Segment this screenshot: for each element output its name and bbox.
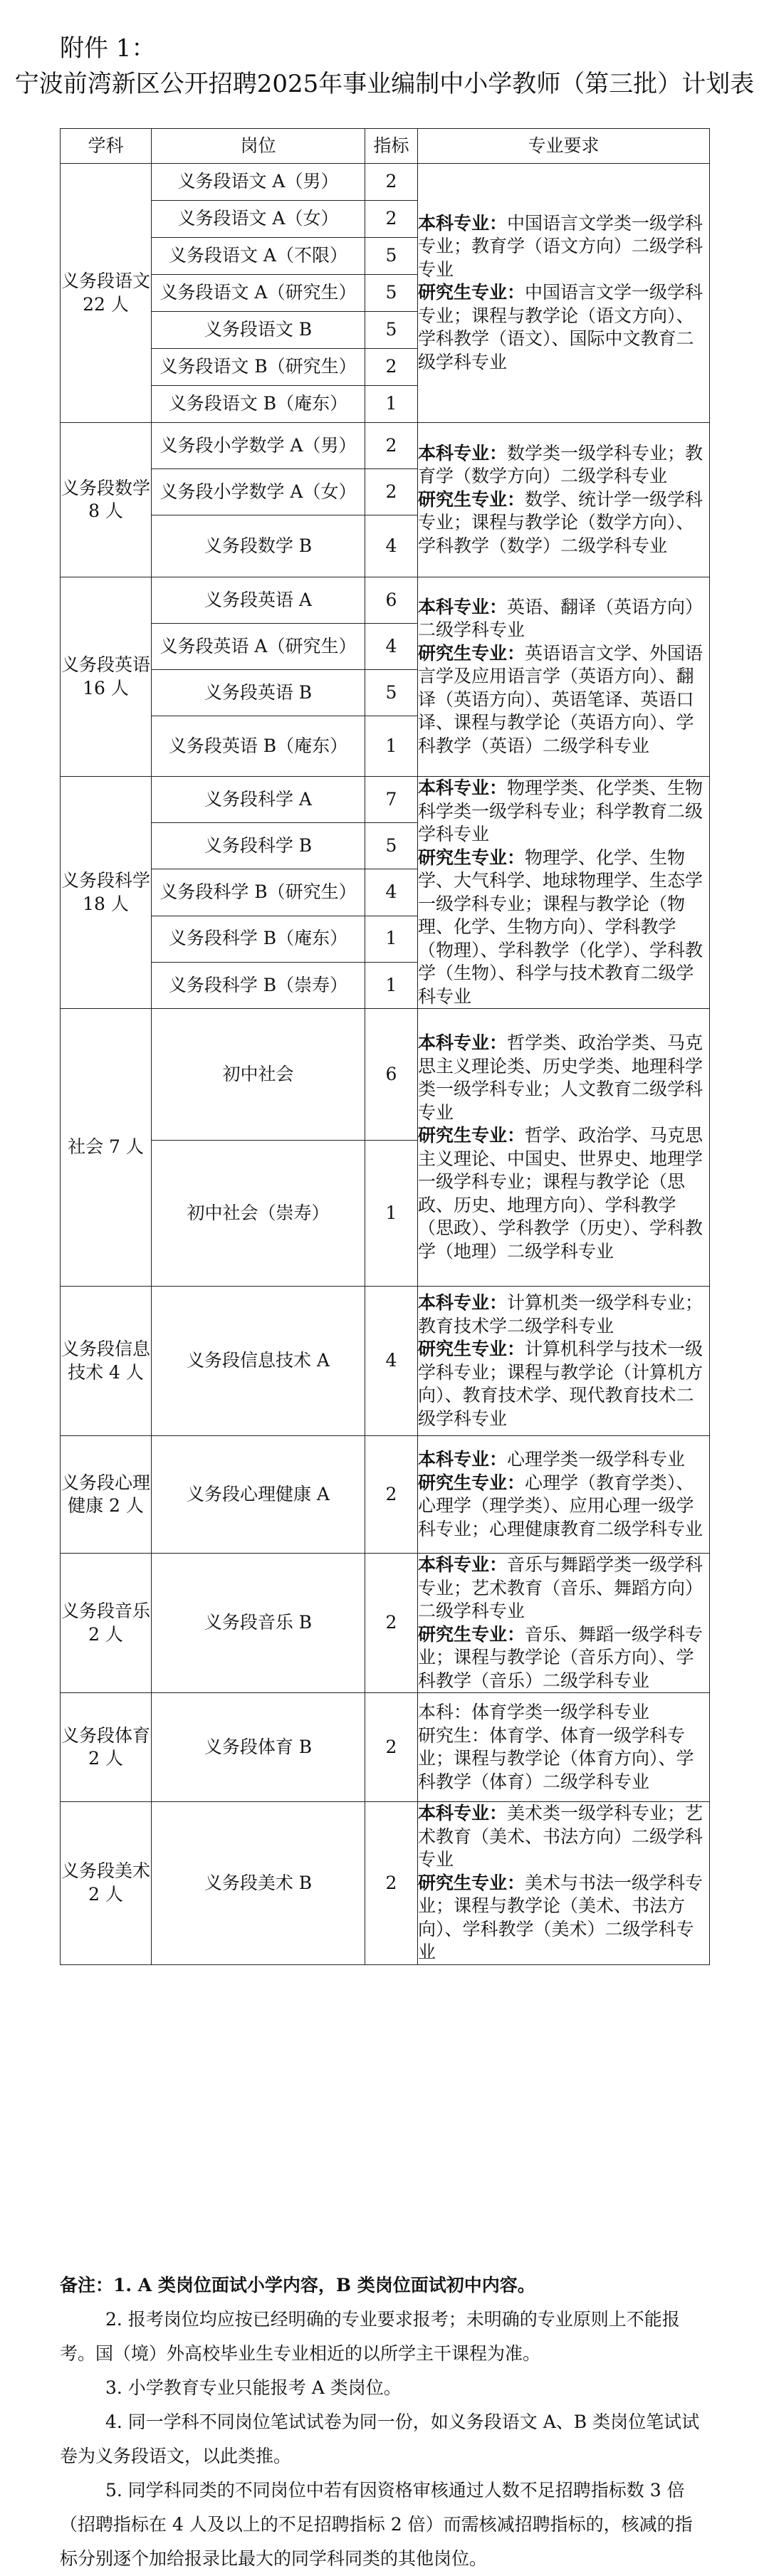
table-row: [61, 1009, 710, 1141]
subject-cell: 义务段信息技术 4 人: [61, 1287, 152, 1436]
requirement-block: [418, 1701, 709, 1724]
post-cell: 初中社会（崇寿）: [152, 1141, 365, 1287]
requirement-label: 本科专业：: [418, 777, 508, 798]
count-cell: 2: [365, 469, 418, 515]
post-cell: 义务段科学 A: [152, 777, 365, 823]
requirement-cell: [418, 1287, 710, 1436]
subject-cell: 义务段语文 22 人: [61, 164, 152, 423]
attachment-label: 附件 1：: [60, 34, 156, 63]
post-cell: 义务段美术 B: [152, 1802, 365, 1965]
table-row: [61, 1436, 710, 1554]
requirement-cell: [418, 777, 710, 1009]
count-cell: 5: [365, 238, 418, 275]
count-cell: 1: [365, 386, 418, 423]
count-cell: 2: [365, 201, 418, 238]
requirement-block: [418, 596, 709, 642]
requirement-cell: [418, 577, 710, 777]
requirement-label: 本科专业：: [418, 596, 508, 617]
requirement-block: [418, 1448, 709, 1472]
requirement-block: [418, 1623, 709, 1693]
table-row: [61, 577, 710, 624]
post-cell: 义务段体育 B: [152, 1693, 365, 1802]
subject-cell: 义务段数学 8 人: [61, 423, 152, 577]
requirement-text: 心理学类一级学科专业: [507, 1449, 686, 1470]
requirement-block: [418, 1872, 709, 1964]
subject-cell: 义务段科学 18 人: [61, 777, 152, 1009]
requirement-block: [418, 1032, 709, 1124]
requirement-label: 本科专业：: [418, 1803, 508, 1823]
count-cell: 2: [365, 1436, 418, 1554]
table-row: [61, 164, 710, 201]
requirement-text: 美术类一级学科专业；艺术教育（美术、书法方向）二级学科专业: [418, 1803, 703, 1870]
requirement-cell: [418, 1009, 710, 1287]
count-cell: 2: [365, 164, 418, 201]
table-header-row: [61, 129, 710, 164]
note-item: 4. 同一学科不同岗位笔试试卷为同一份，如义务段语文 A、B 类岗位笔试试卷为义务段语文，以此类推。: [60, 2412, 700, 2466]
requirement-text: 美术与书法一级学科专业；课程与教学论（美术、书法方向）、学科教学（美术）二级学科专业: [418, 1872, 703, 1962]
post-cell: 义务段小学数学 A（女）: [152, 469, 365, 515]
requirement-text: 中国语言文学类一级学科专业；教育学（语文方向）二级学科专业: [418, 212, 703, 280]
table-row: [61, 423, 710, 469]
requirement-block: [418, 1724, 709, 1794]
post-cell: 义务段数学 B: [152, 515, 365, 577]
requirement-label: 本科专业：: [418, 1449, 508, 1470]
requirement-block: [418, 488, 709, 558]
count-cell: 2: [365, 1554, 418, 1693]
post-cell: 义务段语文 B（庵东）: [152, 386, 365, 423]
post-cell: 义务段心理健康 A: [152, 1436, 365, 1554]
requirement-label: 本科专业：: [418, 1032, 508, 1053]
subject-cell: 义务段心理健康 2 人: [61, 1436, 152, 1554]
post-cell: 义务段语文 A（女）: [152, 201, 365, 238]
requirement-label: 研究生专业：: [418, 642, 525, 664]
page-title: 宁波前湾新区公开招聘2025年事业编制中小学教师（第三批）计划表: [14, 70, 755, 98]
count-cell: 7: [365, 777, 418, 823]
post-cell: 义务段信息技术 A: [152, 1287, 365, 1436]
requirement-block: [418, 442, 709, 488]
requirement-text: 中国语言文学一级学科专业；课程与教学论（语文方向）、学科教学（语文）、国际中文教育二级学科专业: [418, 282, 703, 372]
note-item: 3. 小学教育专业只能报考 A 类岗位。: [105, 2377, 402, 2398]
plan-table-body: [61, 164, 710, 1965]
count-cell: 2: [365, 349, 418, 386]
requirement-label: 本科专业：: [418, 1292, 508, 1313]
notes-section: [60, 2268, 709, 2576]
requirement-text: 体育学类一级学科专业: [471, 1702, 650, 1722]
subject-cell: 义务段音乐 2 人: [61, 1554, 152, 1693]
requirement-text: 心理学（教育学类）、心理学（理学类）、应用心理一级学科专业；心理健康教育二级学科专业: [418, 1472, 703, 1539]
requirement-label: 本科专业：: [418, 1554, 508, 1575]
requirement-label: 研究生专业：: [418, 488, 525, 510]
requirement-label: 研究生专业：: [418, 1623, 525, 1645]
requirement-block: [418, 212, 709, 282]
count-cell: 2: [365, 1802, 418, 1965]
requirement-label: 研究生专业：: [418, 847, 525, 868]
requirement-text: 计算机科学与技术一级学科专业；课程与教学论（计算机方向）、教育技术学、现代教育技术二级学科专业: [418, 1339, 703, 1429]
count-cell: 6: [365, 1009, 418, 1141]
header-requirement: 专业要求: [418, 129, 710, 164]
count-cell: 1: [365, 962, 418, 1008]
requirement-cell: [418, 164, 710, 423]
subject-cell: 义务段英语 16 人: [61, 577, 152, 777]
subject-cell: 义务段体育 2 人: [61, 1693, 152, 1802]
post-cell: 义务段音乐 B: [152, 1554, 365, 1693]
header-count: 指标: [365, 129, 418, 164]
count-cell: 5: [365, 823, 418, 869]
requirement-text: 哲学、政治学、马克思主义理论、中国史、世界史、地理学一级学科专业；课程与教学论（思政、历史、地理方向）、学科教学（思政）、学科教学（历史）、学科教学（地理）二级学科专业: [418, 1125, 703, 1262]
post-cell: 义务段语文 A（男）: [152, 164, 365, 201]
requirement-text: 音乐与舞蹈学类一级学科专业；艺术教育（音乐、舞蹈方向）二级学科专业: [418, 1554, 703, 1621]
post-cell: 义务段语文 A（不限）: [152, 238, 365, 275]
requirement-block: [418, 1554, 709, 1623]
requirement-text: 英语语言文学、外国语言学及应用语言学（英语方向）、翻译（英语方向）、英语笔译、英语口译、课程与教学论（英语方向）、学科教学（英语）二级学科专业: [418, 642, 703, 756]
table-row: [61, 1554, 710, 1693]
table-row: [61, 1693, 710, 1802]
requirement-block: [418, 1292, 709, 1338]
requirement-block: [418, 642, 709, 758]
requirement-text: 计算机类一级学科专业；教育技术学二级学科专业: [418, 1292, 703, 1336]
requirement-block: [418, 281, 709, 374]
requirement-label: 研究生专业：: [418, 282, 525, 303]
requirement-label: 本科：: [418, 1702, 472, 1722]
requirement-label: 研究生专业：: [418, 1339, 525, 1359]
requirement-text: 数学、统计学一级学科专业；课程与教学论（数学方向）、学科教学（数学）二级学科专业: [418, 488, 703, 556]
requirement-text: 数学类一级学科专业；教育学（数学方向）二级学科专业: [418, 442, 703, 487]
post-cell: 义务段科学 B（庵东）: [152, 916, 365, 962]
count-cell: 5: [365, 312, 418, 349]
note-lead: 备注：1. A 类岗位面试小学内容，B 类岗位面试初中内容。: [60, 2275, 535, 2295]
requirement-text: 物理学、化学、生物学、大气科学、地球物理学、生态学一级学科专业；课程与教学论（物理、化学、生物方向）、学科教学（物理）、学科教学（化学）、学科教学（生物）、科学与技术教育二级学科专业: [418, 847, 703, 1007]
count-cell: 4: [365, 515, 418, 577]
post-cell: 义务段语文 A（研究生）: [152, 275, 365, 312]
post-cell: 义务段英语 B（庵东）: [152, 716, 365, 777]
requirement-text: 体育学、体育一级学科专业；课程与教学论（体育方向）、学科教学（体育）二级学科专业: [418, 1724, 694, 1792]
post-cell: 义务段语文 B（研究生）: [152, 349, 365, 386]
post-cell: 义务段英语 A（研究生）: [152, 624, 365, 670]
requirement-cell: [418, 1802, 710, 1965]
count-cell: 2: [365, 1693, 418, 1802]
note-item: 2. 报考岗位均应按已经明确的专业要求报考；未明确的专业原则上不能报考。国（境）外高校毕业生专业相近的以所学主干课程为准。: [60, 2309, 680, 2364]
header-post: 岗位: [152, 129, 365, 164]
count-cell: 4: [365, 624, 418, 670]
requirement-cell: [418, 1436, 710, 1554]
requirement-text: 哲学类、政治学类、马克思主义理论类、历史学类、地理科学类一级学科专业；人文教育二级学科专业: [418, 1032, 703, 1123]
post-cell: 义务段英语 B: [152, 670, 365, 716]
requirement-label: 研究生专业：: [418, 1872, 525, 1893]
count-cell: 4: [365, 869, 418, 916]
count-cell: 5: [365, 275, 418, 312]
count-cell: 5: [365, 670, 418, 716]
post-cell: 义务段英语 A: [152, 577, 365, 624]
table-row: [61, 1287, 710, 1436]
count-cell: 4: [365, 1287, 418, 1436]
requirement-text: 音乐、舞蹈一级学科专业；课程与教学论（音乐方向）、学科教学（音乐）二级学科专业: [418, 1623, 703, 1691]
note-item: 5. 同学科同类的不同岗位中若有因资格审核通过人数不足招聘指标数 3 倍（招聘指标在 4 人及以上的不足招聘指标 2 倍）而需核减招聘指标的，核减的指标分别逐个加给报录比最大的同学科同类的其他岗位。: [60, 2480, 693, 2569]
post-cell: 义务段科学 B（研究生）: [152, 869, 365, 916]
requirement-label: 研究生：: [418, 1724, 490, 1746]
post-cell: 义务段科学 B: [152, 823, 365, 869]
requirement-text: 英语、翻译（英语方向）二级学科专业: [418, 596, 703, 641]
requirement-label: 研究生专业：: [418, 1472, 525, 1493]
post-cell: 义务段小学数学 A（男）: [152, 423, 365, 469]
table-row: [61, 777, 710, 823]
requirement-block: [418, 1338, 709, 1430]
plan-table: [60, 128, 710, 1965]
requirement-cell: [418, 423, 710, 577]
count-cell: 2: [365, 423, 418, 469]
subject-cell: 义务段美术 2 人: [61, 1802, 152, 1965]
post-cell: 义务段语文 B: [152, 312, 365, 349]
requirement-text: 物理学类、化学类、生物科学类一级学科专业；科学教育二级学科专业: [418, 777, 703, 844]
requirement-block: [418, 1472, 709, 1541]
requirement-label: 研究生专业：: [418, 1125, 525, 1146]
count-cell: 6: [365, 577, 418, 624]
table-row: [61, 1802, 710, 1965]
post-cell: 义务段科学 B（崇寿）: [152, 962, 365, 1008]
requirement-block: [418, 847, 709, 1009]
requirement-block: [418, 1802, 709, 1872]
post-cell: 初中社会: [152, 1009, 365, 1141]
requirement-cell: [418, 1693, 710, 1802]
count-cell: 1: [365, 716, 418, 777]
requirement-cell: [418, 1554, 710, 1693]
subject-cell: 社会 7 人: [61, 1009, 152, 1287]
requirement-label: 本科专业：: [418, 212, 508, 234]
header-subject: 学科: [61, 129, 152, 164]
requirement-label: 本科专业：: [418, 442, 508, 464]
requirement-block: [418, 1124, 709, 1263]
count-cell: 1: [365, 1141, 418, 1287]
requirement-block: [418, 777, 709, 847]
count-cell: 1: [365, 916, 418, 962]
